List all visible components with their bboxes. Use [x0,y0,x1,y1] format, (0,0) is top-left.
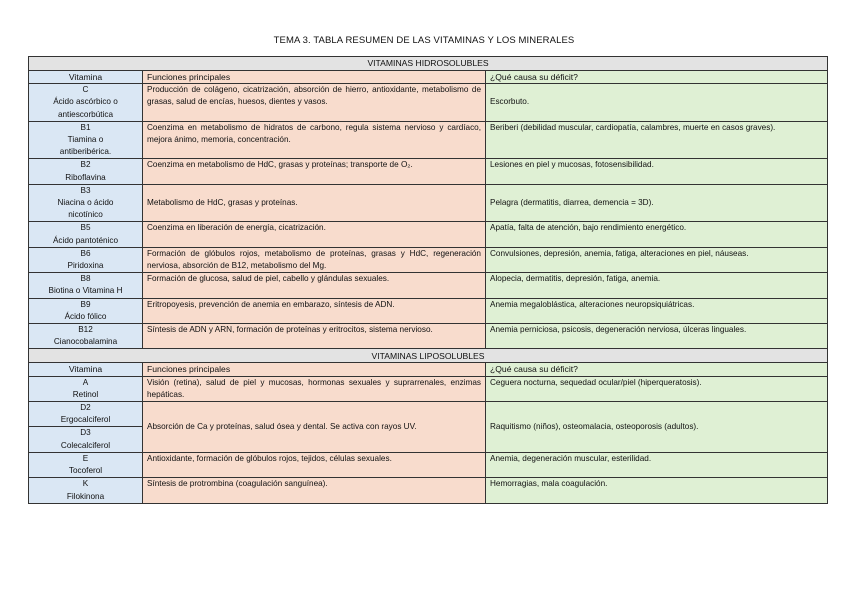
table-row [29,376,828,401]
function-cell: Antioxidante, formación de glóbulos rojos, tejidos, células sexuales. [143,452,486,477]
vitamin-cell: B1 Tiamina o antiberibérica. [29,121,143,159]
deficit-cell: Alopecia, dermatitis, depresión, fatiga, anemia. [486,273,828,298]
deficit-cell: Pelagra (dermatitis, diarrea, demencia = 3D). [486,184,828,222]
function-cell: Coenzima en metabolismo de hidratos de carbono, regula sistema nervioso y cardíaco, mejora ánimo, memoria, concentración. [143,121,486,159]
table-row [29,247,828,272]
function-cell: Coenzima en metabolismo de HdC, grasas y proteínas; transporte de O₂. [143,159,486,184]
deficit-cell: Anemia megaloblástica, alteraciones neuropsiquiátricas. [486,298,828,323]
table-row [29,222,828,247]
deficit-cell: Convulsiones, depresión, anemia, fatiga, alteraciones en piel, náuseas. [486,247,828,272]
deficit-cell: Beriberi (debilidad muscular, cardiopatía, calambres, muerte en casos graves). [486,121,828,159]
vitamins-table [28,56,828,504]
deficit-cell: Lesiones en piel y mucosas, fotosensibilidad. [486,159,828,184]
function-cell: Visión (retina), salud de piel y mucosas, hormonas sexuales y suprarrenales, enzimas hepáticas. [143,376,486,401]
table-row [29,273,828,298]
col-header-deficit: ¿Qué causa su déficit? [486,363,828,376]
col-header-funciones: Funciones principales [143,71,486,84]
function-cell: Síntesis de protrombina (coagulación sanguínea). [143,478,486,503]
vitamin-cell: K Filokinona [29,478,143,503]
table-row [29,324,828,349]
function-cell: Metabolismo de HdC, grasas y proteínas. [143,184,486,222]
function-cell: Formación de glóbulos rojos, metabolismo de proteínas, grasas y HdC, regeneración nerviosa, absorción de B12, metabolismo del Mg. [143,247,486,272]
col-header-vitamina: Vitamina [29,363,143,376]
page-title: TEMA 3. TABLA RESUMEN DE LAS VITAMINAS Y LOS MINERALES [273,35,575,46]
deficit-cell: Ceguera nocturna, sequedad ocular/piel (hiperqueratosis). [486,376,828,401]
function-cell: Coenzima en liberación de energía, cicatrización. [143,222,486,247]
vitamin-cell: E Tocoferol [29,452,143,477]
section-liposolubles: VITAMINAS LIPOSOLUBLES [29,349,828,363]
deficit-cell: Anemia, degeneración muscular, esterilidad. [486,452,828,477]
table-row [29,452,828,477]
function-cell: Eritropoyesis, prevención de anemia en embarazo, síntesis de ADN. [143,298,486,323]
col-header-deficit: ¿Qué causa su déficit? [486,71,828,84]
function-cell: Absorción de Ca y proteínas, salud ósea y dental. Se activa con rayos UV. [143,402,486,453]
deficit-cell: Escorbuto. [486,84,828,122]
section-hidrosolubles: VITAMINAS HIDROSOLUBLES [29,57,828,71]
table-row [29,298,828,323]
col-header-funciones: Funciones principales [143,363,486,376]
deficit-cell: Apatía, falta de atención, bajo rendimiento energético. [486,222,828,247]
table-row [29,121,828,159]
table-row [29,184,828,222]
deficit-cell: Anemia perniciosa, psicosis, degeneración nerviosa, úlceras linguales. [486,324,828,349]
vitamin-cell: A Retinol [29,376,143,401]
vitamin-cell: D2 Ergocalciferol [29,402,143,427]
table-row [29,84,828,122]
vitamin-cell: B9 Ácido fólico [29,298,143,323]
vitamin-cell: B2 Riboflavina [29,159,143,184]
deficit-cell: Raquitismo (niños), osteomalacia, osteoporosis (adultos). [486,402,828,453]
deficit-cell: Hemorragias, mala coagulación. [486,478,828,503]
vitamin-cell: B6 Piridoxina [29,247,143,272]
vitamin-cell: C Ácido ascórbico o antiescorbútica [29,84,143,122]
vitamin-cell: B5 Ácido pantoténico [29,222,143,247]
function-cell: Producción de colágeno, cicatrización, absorción de hierro, antioxidante, metabolismo de grasas, salud de encías, huesos, dientes y vasos. [143,84,486,122]
table-row [29,478,828,503]
function-cell: Formación de glucosa, salud de piel, cabello y glándulas sexuales. [143,273,486,298]
table-row [29,159,828,184]
col-header-vitamina: Vitamina [29,71,143,84]
vitamin-cell: D3 Colecalciferol [29,427,143,452]
vitamin-cell: B8 Biotina o Vitamina H [29,273,143,298]
table-row [29,402,828,427]
vitamin-cell: B12 Cianocobalamina [29,324,143,349]
function-cell: Síntesis de ADN y ARN, formación de proteínas y eritrocitos, sistema nervioso. [143,324,486,349]
vitamin-cell: B3 Niacina o ácido nicotínico [29,184,143,222]
